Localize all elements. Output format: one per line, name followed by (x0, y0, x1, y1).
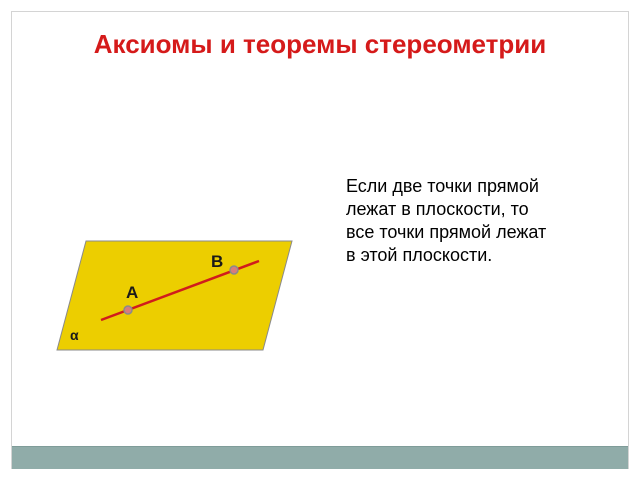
point-a-label: A (126, 283, 139, 302)
slide-title: Аксиомы и теоремы стереометрии (93, 29, 547, 59)
statement-line: все точки прямой лежат (346, 222, 547, 242)
plane-alpha (57, 241, 292, 350)
statement-line: в этой плоскости. (346, 245, 493, 265)
point-a (124, 306, 132, 314)
point-b-label: B (211, 252, 224, 271)
statement-line: Если две точки прямой (346, 176, 539, 196)
plane-alpha-label: α (70, 327, 79, 343)
point-b (230, 266, 238, 274)
statement-line: лежат в плоскости, то (346, 199, 529, 219)
